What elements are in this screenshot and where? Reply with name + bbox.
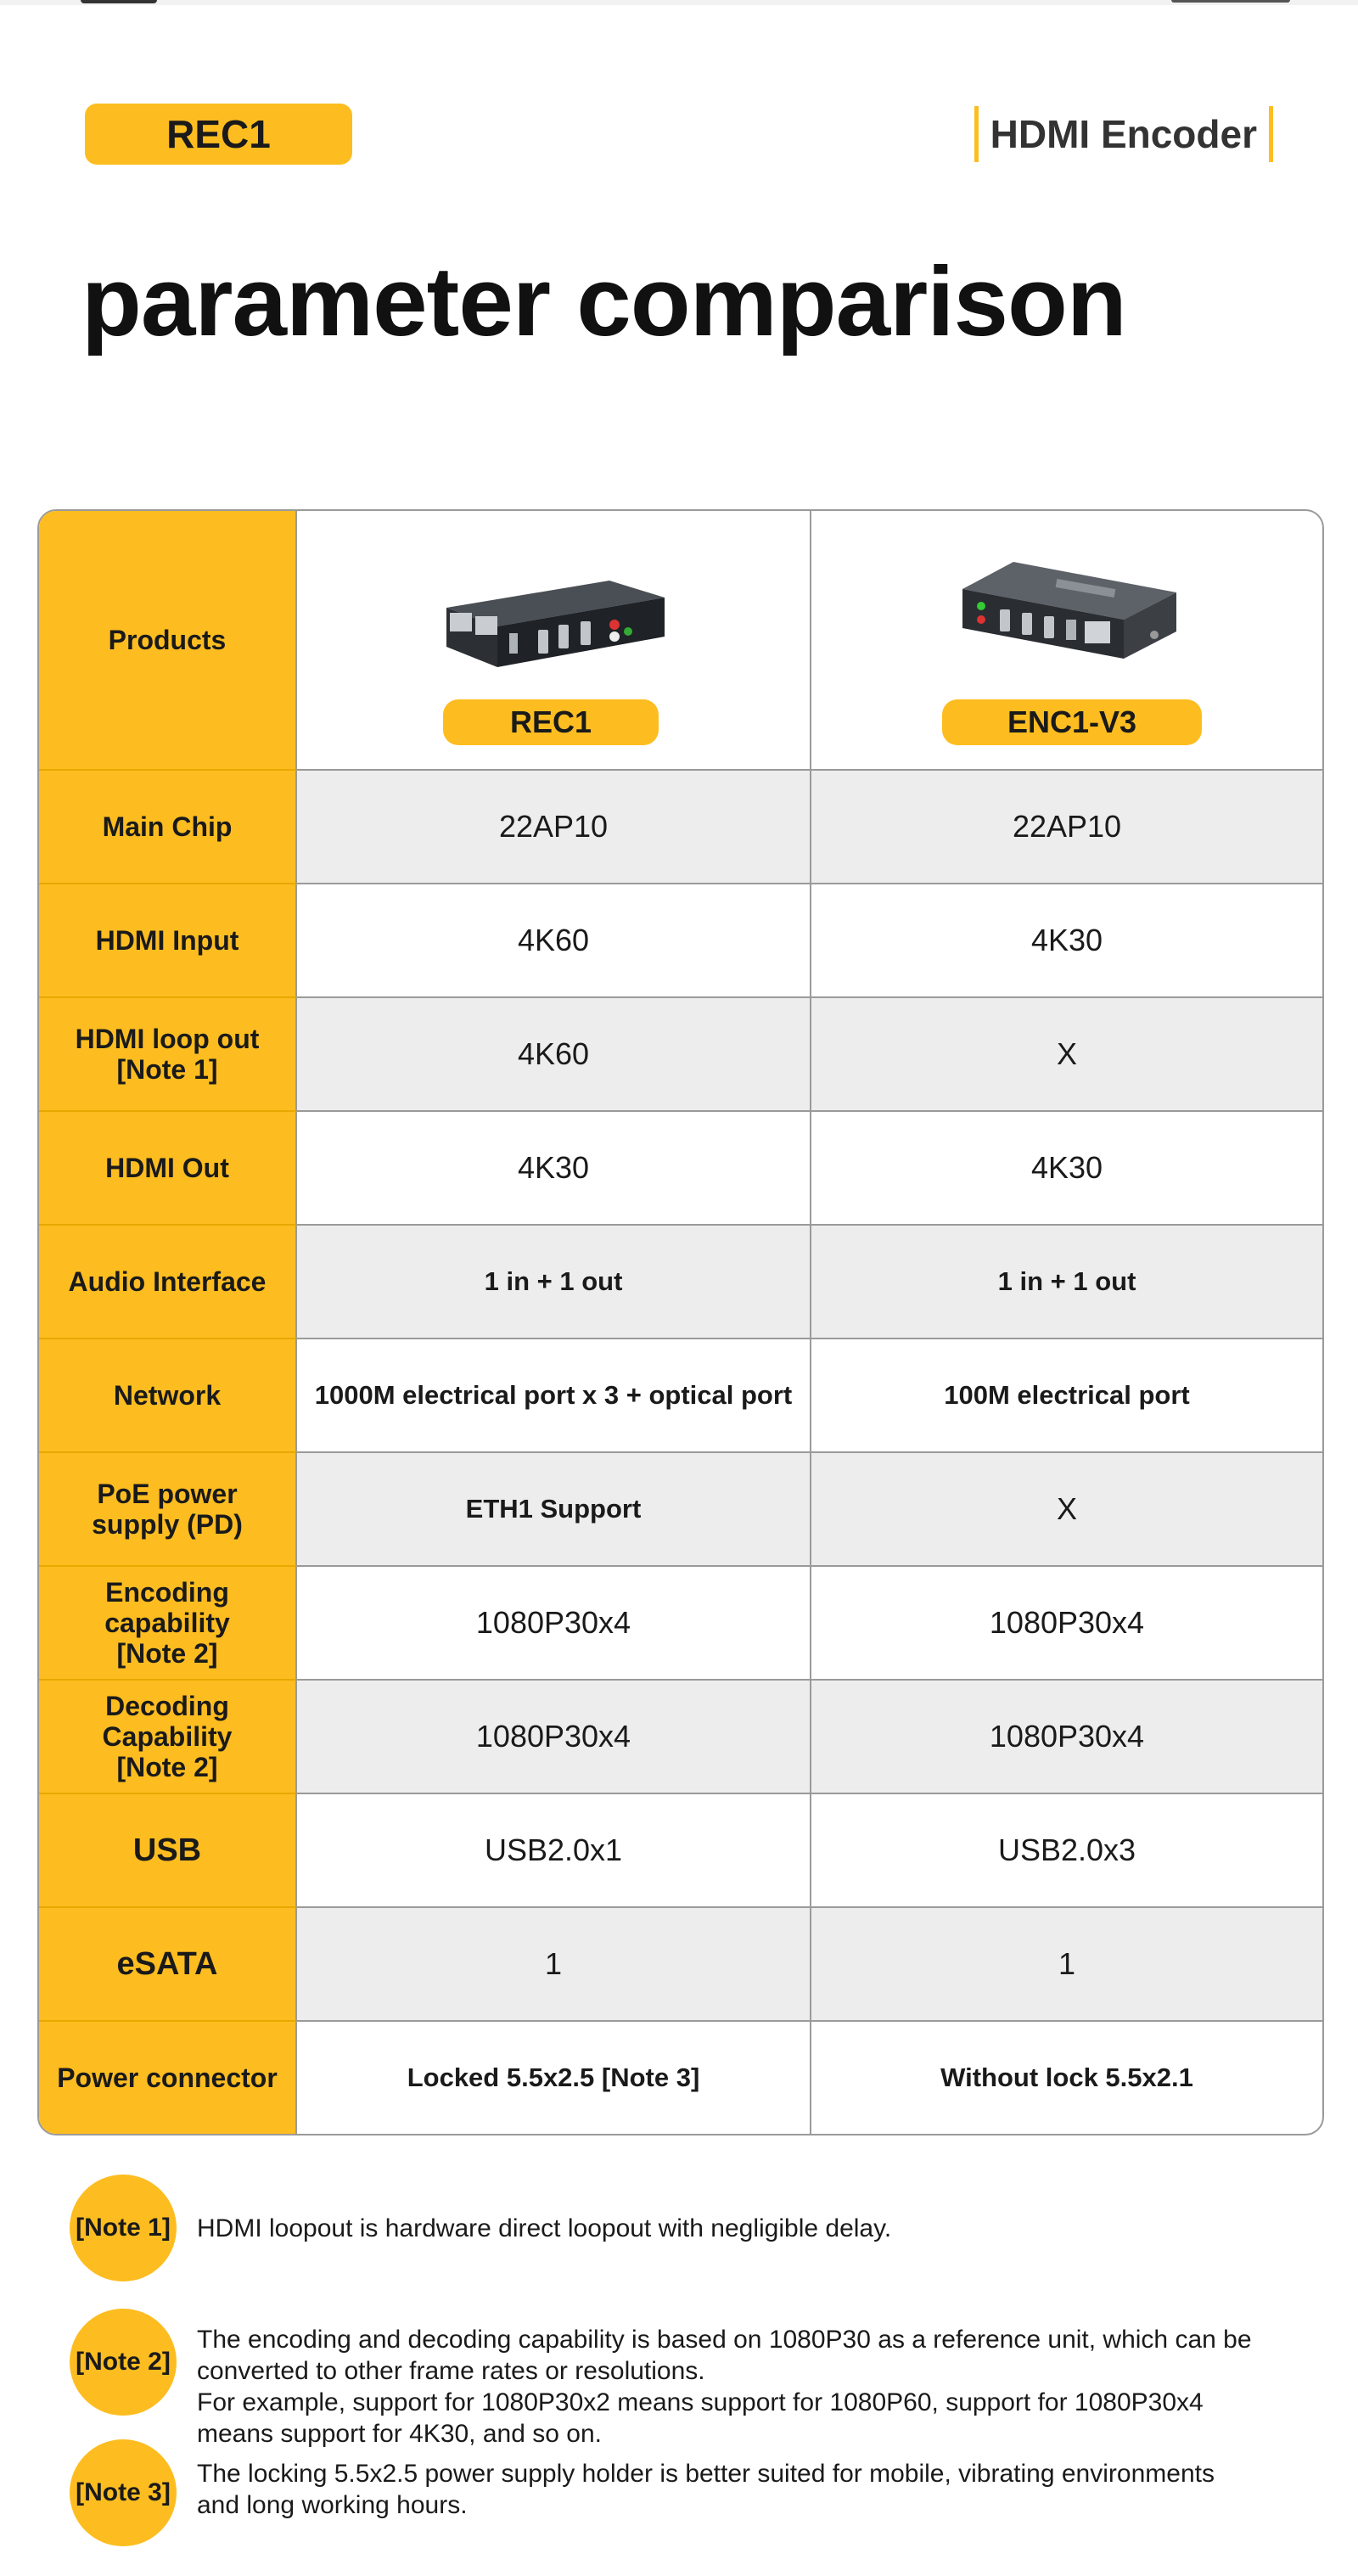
note-text	[197, 2324, 1334, 2450]
enc1-v3-device-image	[954, 553, 1183, 672]
row-label: eSATA	[39, 1908, 297, 2022]
enc1-v3-value: 1 in + 1 out	[811, 1226, 1322, 1339]
enc1-v3-value: USB2.0x3	[811, 1794, 1322, 1908]
row-label-line: supply (PD)	[92, 1509, 243, 1540]
row-label: USB	[39, 1794, 297, 1908]
enc1-v3-value: 1080P30x4	[811, 1567, 1322, 1681]
note-line: For example, support for 1080P30x2 means support for 1080P60, support for 1080P30x4	[197, 2388, 1204, 2416]
row-label: HDMI Out	[39, 1112, 297, 1226]
table-row	[39, 1453, 1322, 1567]
enc1-v3-value: 1080P30x4	[811, 1681, 1322, 1794]
product-badge-rec1: REC1	[443, 699, 659, 745]
top-edge	[0, 0, 1358, 5]
row-label-line: PoE power	[97, 1479, 238, 1509]
enc1-v3-value: 100M electrical port	[811, 1339, 1322, 1453]
rec1-value: 22AP10	[297, 771, 811, 884]
row-label: Network	[39, 1339, 297, 1453]
comparison-table	[37, 509, 1324, 2135]
table-row	[39, 1908, 1322, 2022]
row-label-line: HDMI loop out	[75, 1024, 260, 1054]
note-tag: [Note 2]	[70, 2309, 177, 2416]
product-cell-rec1	[297, 511, 811, 771]
rec1-value: 1	[297, 1908, 811, 2022]
rec1-value: Locked 5.5x2.5 [Note 3]	[297, 2022, 811, 2134]
row-label-line: [Note 1]	[116, 1054, 218, 1085]
table-row-products	[39, 511, 1322, 771]
note-line: means support for 4K30, and so on.	[197, 2420, 602, 2448]
row-label: Power connector	[39, 2022, 297, 2134]
enc1-v3-value: 1	[811, 1908, 1322, 2022]
rec1-value: ETH1 Support	[297, 1453, 811, 1567]
row-label	[39, 1453, 297, 1567]
note-line: converted to other frame rates or resolutions.	[197, 2357, 705, 2385]
table-row	[39, 998, 1322, 1112]
enc1-v3-value: 22AP10	[811, 771, 1322, 884]
rec1-value: 1 in + 1 out	[297, 1226, 811, 1339]
note-text	[197, 2458, 1334, 2521]
note-line: The encoding and decoding capability is based on 1080P30 as a reference unit, which can be	[197, 2326, 1252, 2354]
enc1-v3-value: 4K30	[811, 884, 1322, 998]
row-label: Products	[39, 511, 297, 771]
note-line: HDMI loopout is hardware direct loopout with negligible delay.	[197, 2214, 892, 2242]
table-row	[39, 2022, 1322, 2134]
row-label: Audio Interface	[39, 1226, 297, 1339]
table-row	[39, 1681, 1322, 1794]
enc1-v3-value: X	[811, 1453, 1322, 1567]
note-tag: [Note 1]	[70, 2175, 177, 2281]
note-tag: [Note 3]	[70, 2439, 177, 2546]
product-cell-enc1-v3	[811, 511, 1322, 771]
row-label	[39, 1681, 297, 1794]
rec1-value: 4K60	[297, 884, 811, 998]
rec1-value: 1080P30x4	[297, 1567, 811, 1681]
row-label-line: [Note 2]	[116, 1638, 218, 1669]
page-title: parameter comparison	[81, 246, 1126, 356]
enc1-v3-value: 4K30	[811, 1112, 1322, 1226]
rec1-value: 4K30	[297, 1112, 811, 1226]
row-label	[39, 1567, 297, 1681]
rec1-value: USB2.0x1	[297, 1794, 811, 1908]
row-label	[39, 998, 297, 1112]
table-row	[39, 1567, 1322, 1681]
product-badge-enc1-v3: ENC1-V3	[942, 699, 1202, 745]
note-line: The locking 5.5x2.5 power supply holder is better suited for mobile, vibrating environments	[197, 2460, 1215, 2488]
table-row	[39, 1794, 1322, 1908]
rec1-value: 4K60	[297, 998, 811, 1112]
enc1-v3-value: X	[811, 998, 1322, 1112]
table-row	[39, 884, 1322, 998]
rec1-value: 1000M electrical port x 3 + optical port	[297, 1339, 811, 1453]
table-row	[39, 1112, 1322, 1226]
row-label: HDMI Input	[39, 884, 297, 998]
table-row	[39, 1339, 1322, 1453]
table-row	[39, 771, 1322, 884]
table-row	[39, 1226, 1322, 1339]
rec1-device-image	[431, 564, 677, 674]
enc1-v3-value: Without lock 5.5x2.1	[940, 2062, 1193, 2092]
rec1-value: 1080P30x4	[297, 1681, 811, 1794]
note-line: and long working hours.	[197, 2491, 468, 2519]
row-label-line: Encoding capability	[104, 1577, 230, 1638]
row-label-line: Decoding Capability	[102, 1691, 233, 1752]
model-badge: REC1	[85, 104, 352, 165]
row-label: Main Chip	[39, 771, 297, 884]
product-line-label: HDMI Encoder	[974, 106, 1273, 162]
row-label-line: [Note 2]	[116, 1752, 218, 1782]
note-text	[197, 2213, 1334, 2244]
